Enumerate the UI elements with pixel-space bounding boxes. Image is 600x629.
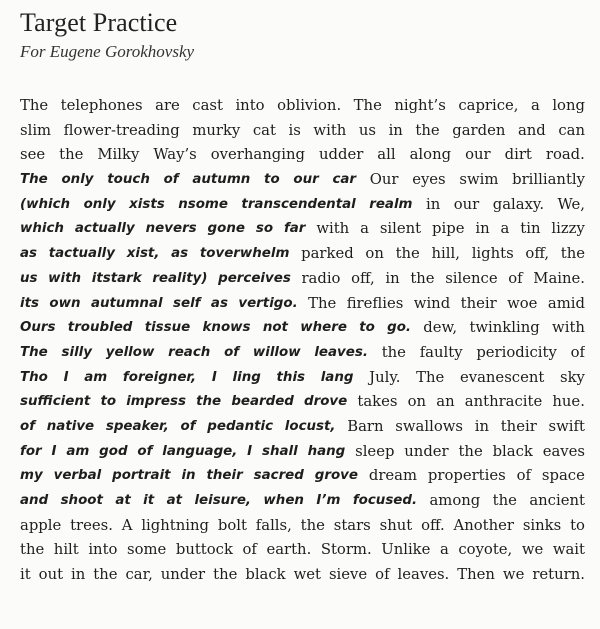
poem-word: all (377, 146, 396, 164)
poem-word: it (20, 566, 31, 584)
poem-word: silence (445, 269, 498, 287)
poem-word: Milky (97, 146, 140, 164)
bold-italic-word: tissue (144, 320, 191, 336)
poem-word: slim (20, 121, 52, 139)
poem-word: telephones (60, 97, 143, 114)
poem-word: faulty (419, 343, 463, 361)
poem-word: in (71, 566, 86, 584)
poem-word: lightning (141, 516, 210, 534)
poem-line (20, 168, 585, 193)
bold-italic-word: Ours (20, 320, 56, 336)
poem-word: wind (413, 294, 451, 312)
bold-italic-word: locust, (284, 418, 336, 434)
bold-italic-word: sufficient (20, 394, 91, 410)
poem-word: we (521, 541, 544, 559)
poem-word: with (552, 319, 585, 337)
bold-italic-word: its (20, 295, 39, 311)
poem-word: sky (560, 368, 585, 386)
bold-italic-word: in (181, 468, 196, 484)
poem-word: off. (421, 516, 445, 534)
poem-word: cat (252, 121, 276, 139)
bold-italic-word: hang (307, 443, 346, 459)
poem-title: Target Practice (20, 8, 178, 37)
bold-italic-word: their (206, 468, 243, 484)
bold-italic-word: to (264, 172, 280, 188)
poem-word: in (475, 220, 490, 238)
poem-word: Then (457, 566, 495, 584)
poem-line (20, 242, 585, 267)
bold-italic-word: nevers (145, 221, 197, 237)
poem-word: Maine. (533, 269, 585, 287)
poem-body (20, 94, 585, 588)
poem-word: A (121, 516, 133, 534)
bold-italic-word: silly (61, 344, 92, 360)
poem-line (20, 415, 585, 440)
poem-word: on (407, 393, 427, 411)
poem-word: the (458, 442, 483, 460)
bold-italic-word: the (196, 394, 222, 410)
bold-italic-word: gone (207, 221, 245, 237)
poem-word: of (508, 269, 523, 287)
bold-italic-word: of (163, 172, 179, 188)
bold-italic-word: grove (314, 468, 358, 484)
bold-italic-word: only (83, 196, 116, 212)
bold-italic-word: ling (232, 369, 261, 385)
poem-word: eyes (412, 171, 446, 189)
bold-italic-word: touch (107, 172, 150, 188)
poem-word: sleep (355, 442, 395, 460)
poem-word: in (385, 269, 400, 287)
bold-italic-word: focused. (352, 493, 418, 508)
bold-italic-word: car (332, 172, 357, 188)
poem-word: see (20, 146, 46, 164)
bold-italic-word: portrait (112, 468, 171, 484)
poem-word: buttock (175, 541, 233, 559)
poem-word: flower-treading (63, 121, 180, 139)
poem-word: black (492, 442, 533, 460)
poem-word: the (415, 121, 440, 139)
bold-italic-word: of (20, 418, 36, 434)
bold-italic-word: my (20, 468, 43, 484)
poem-word: silent (379, 220, 422, 238)
poem-word: night’s (394, 97, 446, 114)
bold-italic-word: The (20, 172, 48, 188)
poem-word: can (558, 121, 585, 139)
poem-word: cast (192, 97, 223, 114)
poem-word: of (375, 566, 390, 584)
bold-italic-word: as (20, 246, 38, 262)
poem-word: the (300, 516, 325, 534)
poem-word: into (88, 541, 118, 559)
bold-italic-word: us (20, 270, 38, 286)
poem-word: bolt (217, 516, 247, 534)
poem-word: we (502, 566, 525, 584)
poem-word: wait (552, 541, 585, 559)
bold-italic-word: toverwhelm (199, 246, 290, 262)
bold-italic-word: language, (162, 443, 238, 459)
poem-word: their (460, 294, 497, 312)
poem-word: The (308, 294, 337, 312)
poem-line (20, 119, 585, 144)
poem-word: the (59, 146, 84, 164)
bold-italic-word: yellow (105, 344, 155, 360)
bold-italic-word: not (262, 320, 288, 336)
poem-word: Another (453, 516, 514, 534)
bold-italic-word: verbal (53, 468, 102, 484)
poem-word: Way’s (153, 146, 197, 164)
poem-word: black (245, 566, 286, 584)
bold-italic-word: as (171, 246, 189, 262)
poem-line (20, 143, 585, 168)
poem-word: parked (301, 245, 354, 263)
poem-word: sinks (522, 516, 562, 534)
poem-word: in (474, 417, 489, 435)
poem-word: trees. (70, 516, 113, 534)
poem-word: off, (351, 269, 375, 287)
poem-line (20, 538, 585, 563)
bold-italic-word: sacred (253, 468, 304, 484)
poem-word: long (552, 97, 585, 114)
poem-word: sieve (328, 566, 368, 584)
bold-italic-word: leaves. (314, 344, 368, 360)
poem-word: coyote, (458, 541, 513, 559)
poem-word: a (500, 220, 510, 238)
poem-word: radio (301, 269, 341, 287)
bold-italic-word: leisure, (194, 493, 251, 508)
bold-italic-word: I’m (316, 493, 341, 508)
poem-word: oblivion. (277, 97, 342, 114)
bold-italic-word: at (166, 493, 183, 508)
poem-word: the (395, 245, 420, 263)
poem-word: brilliantly (512, 171, 585, 189)
poem-word: eaves (542, 442, 585, 460)
poem-word: apple (20, 516, 62, 534)
bold-italic-word: vertigo. (238, 295, 298, 311)
bold-italic-word: Tho (20, 369, 48, 385)
bold-italic-word: impress (126, 394, 186, 410)
poem-word: swallows (395, 417, 463, 435)
poem-word: tin (520, 220, 541, 238)
poem-word: swim (459, 171, 499, 189)
poem-line (20, 464, 585, 489)
bold-italic-word: perceives (218, 270, 291, 286)
bold-italic-word: only (61, 172, 94, 188)
bold-italic-word: for (20, 443, 42, 459)
poem-word: a (530, 97, 540, 114)
poem-word: earth. (266, 541, 312, 559)
poem-word: our (465, 146, 491, 164)
bold-italic-word: autumnal (90, 295, 163, 311)
poem-word: space (541, 467, 585, 485)
poem-word: of (516, 467, 532, 485)
bold-italic-word: transcendental (241, 196, 356, 212)
poem-line (20, 217, 585, 242)
poem-word: are (155, 97, 180, 114)
poem-word: their (500, 417, 537, 435)
bold-italic-word: so (255, 221, 274, 237)
poem-word: our (453, 195, 480, 213)
poem-word: a (360, 220, 369, 238)
poem-word: the (410, 269, 435, 287)
bold-italic-word: am (66, 443, 90, 459)
poem-word: garden (452, 121, 506, 139)
bold-italic-word: where (300, 320, 347, 336)
poem-word: caprice, (458, 97, 519, 114)
bold-italic-word: shoot (60, 493, 103, 508)
poem-word: the (492, 492, 517, 509)
bold-italic-word: pedantic (207, 418, 274, 434)
poem-line (20, 489, 585, 514)
poem-word: ancient (529, 492, 585, 509)
bold-italic-word: realm (369, 196, 413, 212)
poem-word: pipe (432, 220, 465, 238)
poem-word: into (235, 97, 265, 114)
bold-italic-word: nsome (178, 196, 228, 212)
poem-word: car, (125, 566, 153, 584)
bold-italic-word: itstark (91, 270, 142, 286)
poem-word: The (353, 97, 382, 114)
poem-line (20, 94, 585, 119)
poem-word: overhanging (210, 146, 305, 164)
bold-italic-word: own (49, 295, 81, 311)
poem-word: dirt (504, 146, 532, 164)
poem-word: Storm. (320, 541, 372, 559)
bold-italic-word: native (46, 418, 95, 434)
bold-italic-word: lang (320, 369, 354, 385)
poem-word: anthracite (464, 393, 543, 411)
poem-word: galaxy. (492, 195, 545, 213)
bold-italic-word: and (20, 493, 49, 508)
poem-word: in (388, 121, 403, 139)
bold-italic-word: when (263, 493, 304, 508)
bold-italic-word: of (180, 418, 196, 434)
bold-italic-word: our (293, 172, 319, 188)
poem-word: murky (192, 121, 241, 139)
poem-line (20, 267, 585, 292)
poem-word: of (570, 343, 585, 361)
poem-dedication: For Eugene Gorokhovsky (20, 42, 195, 61)
bold-italic-word: am (84, 369, 108, 385)
poem-word: falls, (255, 516, 292, 534)
bold-italic-word: it (143, 493, 155, 508)
poem-word: in (425, 195, 441, 213)
poem-line (20, 366, 585, 391)
poem-word: dew, (423, 319, 458, 337)
poem-line (20, 193, 585, 218)
poem-word: leaves. (397, 566, 450, 584)
bold-italic-word: xist, (126, 246, 160, 262)
poem-word: the (213, 566, 238, 584)
bold-italic-word: I (51, 443, 57, 459)
bold-italic-word: drove (304, 394, 348, 410)
bold-italic-word: foreigner, (122, 369, 197, 385)
poem-word: stars (333, 516, 371, 534)
bold-italic-word: I (247, 443, 253, 459)
poem-word: is (288, 121, 301, 139)
bold-italic-word: autumn (192, 172, 251, 188)
bold-italic-word: with (48, 270, 82, 286)
poem-line (20, 341, 585, 366)
bold-italic-word: willow (252, 344, 301, 360)
bold-italic-word: shall (262, 443, 298, 459)
bold-italic-word: at (115, 493, 131, 508)
poem-word: fireflies (346, 294, 404, 312)
poem-word: lizzy (551, 220, 585, 238)
poem-word: Unlike (381, 541, 431, 559)
poem-word: out (38, 566, 64, 584)
poem-word: and (517, 121, 546, 139)
poem-line (20, 390, 585, 415)
poem-word: evanescent (459, 368, 545, 386)
bold-italic-word: actually (74, 221, 135, 237)
bold-italic-word: of (137, 443, 153, 459)
bold-italic-word: xists (129, 196, 165, 212)
bold-italic-word: speaker, (105, 418, 169, 434)
poem-word: Our (369, 171, 399, 189)
poem-word: takes (357, 393, 398, 411)
bold-italic-word: to (359, 320, 375, 336)
poem-line (20, 316, 585, 341)
poem-word: The (416, 368, 445, 386)
bold-italic-word: far (283, 221, 306, 237)
poem-line (20, 440, 585, 465)
poem-word: udder (318, 146, 364, 164)
bold-italic-word: troubled (67, 320, 133, 336)
bold-italic-word: tactually (48, 246, 115, 262)
bold-italic-word: bearded (231, 394, 294, 410)
bold-italic-word: go. (387, 320, 411, 336)
bold-italic-word: (which (20, 196, 71, 212)
poem-word: properties (427, 467, 506, 485)
poem-word: We, (557, 195, 585, 213)
poem-word: July. (369, 368, 401, 386)
poem-word: periodicity (476, 343, 557, 361)
poem-word: The (20, 97, 49, 114)
poem-word: of (242, 541, 257, 559)
bold-italic-word: god (99, 443, 128, 459)
bold-italic-word: to (100, 394, 117, 410)
poem-word: return. (532, 566, 585, 584)
poem-line (20, 514, 585, 539)
poem-word: twinkling (469, 319, 540, 337)
bold-italic-word: knows (202, 320, 251, 336)
bold-italic-word: as (210, 295, 228, 311)
poem-line (20, 292, 585, 317)
poem-word: amid (547, 294, 585, 312)
poem-word: shut (379, 516, 413, 534)
poem-word: Barn (347, 417, 384, 435)
bold-italic-word: I (211, 369, 217, 385)
poem-word: hilt (53, 541, 79, 559)
poem-word: us (358, 121, 376, 139)
poem-word: woe (507, 294, 538, 312)
poem-word: off, (525, 245, 550, 263)
poem-word: a (439, 541, 449, 559)
poem-word: dream (368, 467, 418, 485)
poem-word: swift (548, 417, 585, 435)
poem-word: under (160, 566, 206, 584)
bold-italic-word: which (20, 221, 64, 237)
bold-italic-word: reality) (152, 270, 208, 286)
poem-word: road. (545, 146, 585, 164)
poem-word: hue. (552, 393, 585, 411)
poem-word: on (365, 245, 384, 263)
poem-word: hill, (431, 245, 460, 263)
poem-word: the (20, 541, 45, 559)
poem-word: the (560, 245, 585, 263)
bold-italic-word: of (224, 344, 240, 360)
bold-italic-word: this (276, 369, 306, 385)
bold-italic-word: The (20, 344, 48, 360)
poem-word: the (93, 566, 118, 584)
bold-italic-word: I (63, 369, 69, 385)
poem-word: to (570, 516, 585, 534)
poem-word: among (429, 492, 481, 509)
bold-italic-word: reach (168, 344, 211, 360)
bold-italic-word: self (173, 295, 201, 311)
poem-word: with (313, 121, 347, 139)
poem-word: wet (293, 566, 321, 584)
poem-word: an (436, 393, 455, 411)
poem-word: some (127, 541, 167, 559)
poem-word: with (316, 220, 350, 238)
poem-word: along (409, 146, 452, 164)
poem-line (20, 563, 585, 588)
poem-word: the (381, 343, 406, 361)
poem-word: lights (471, 245, 514, 263)
poem-word: under (404, 442, 449, 460)
